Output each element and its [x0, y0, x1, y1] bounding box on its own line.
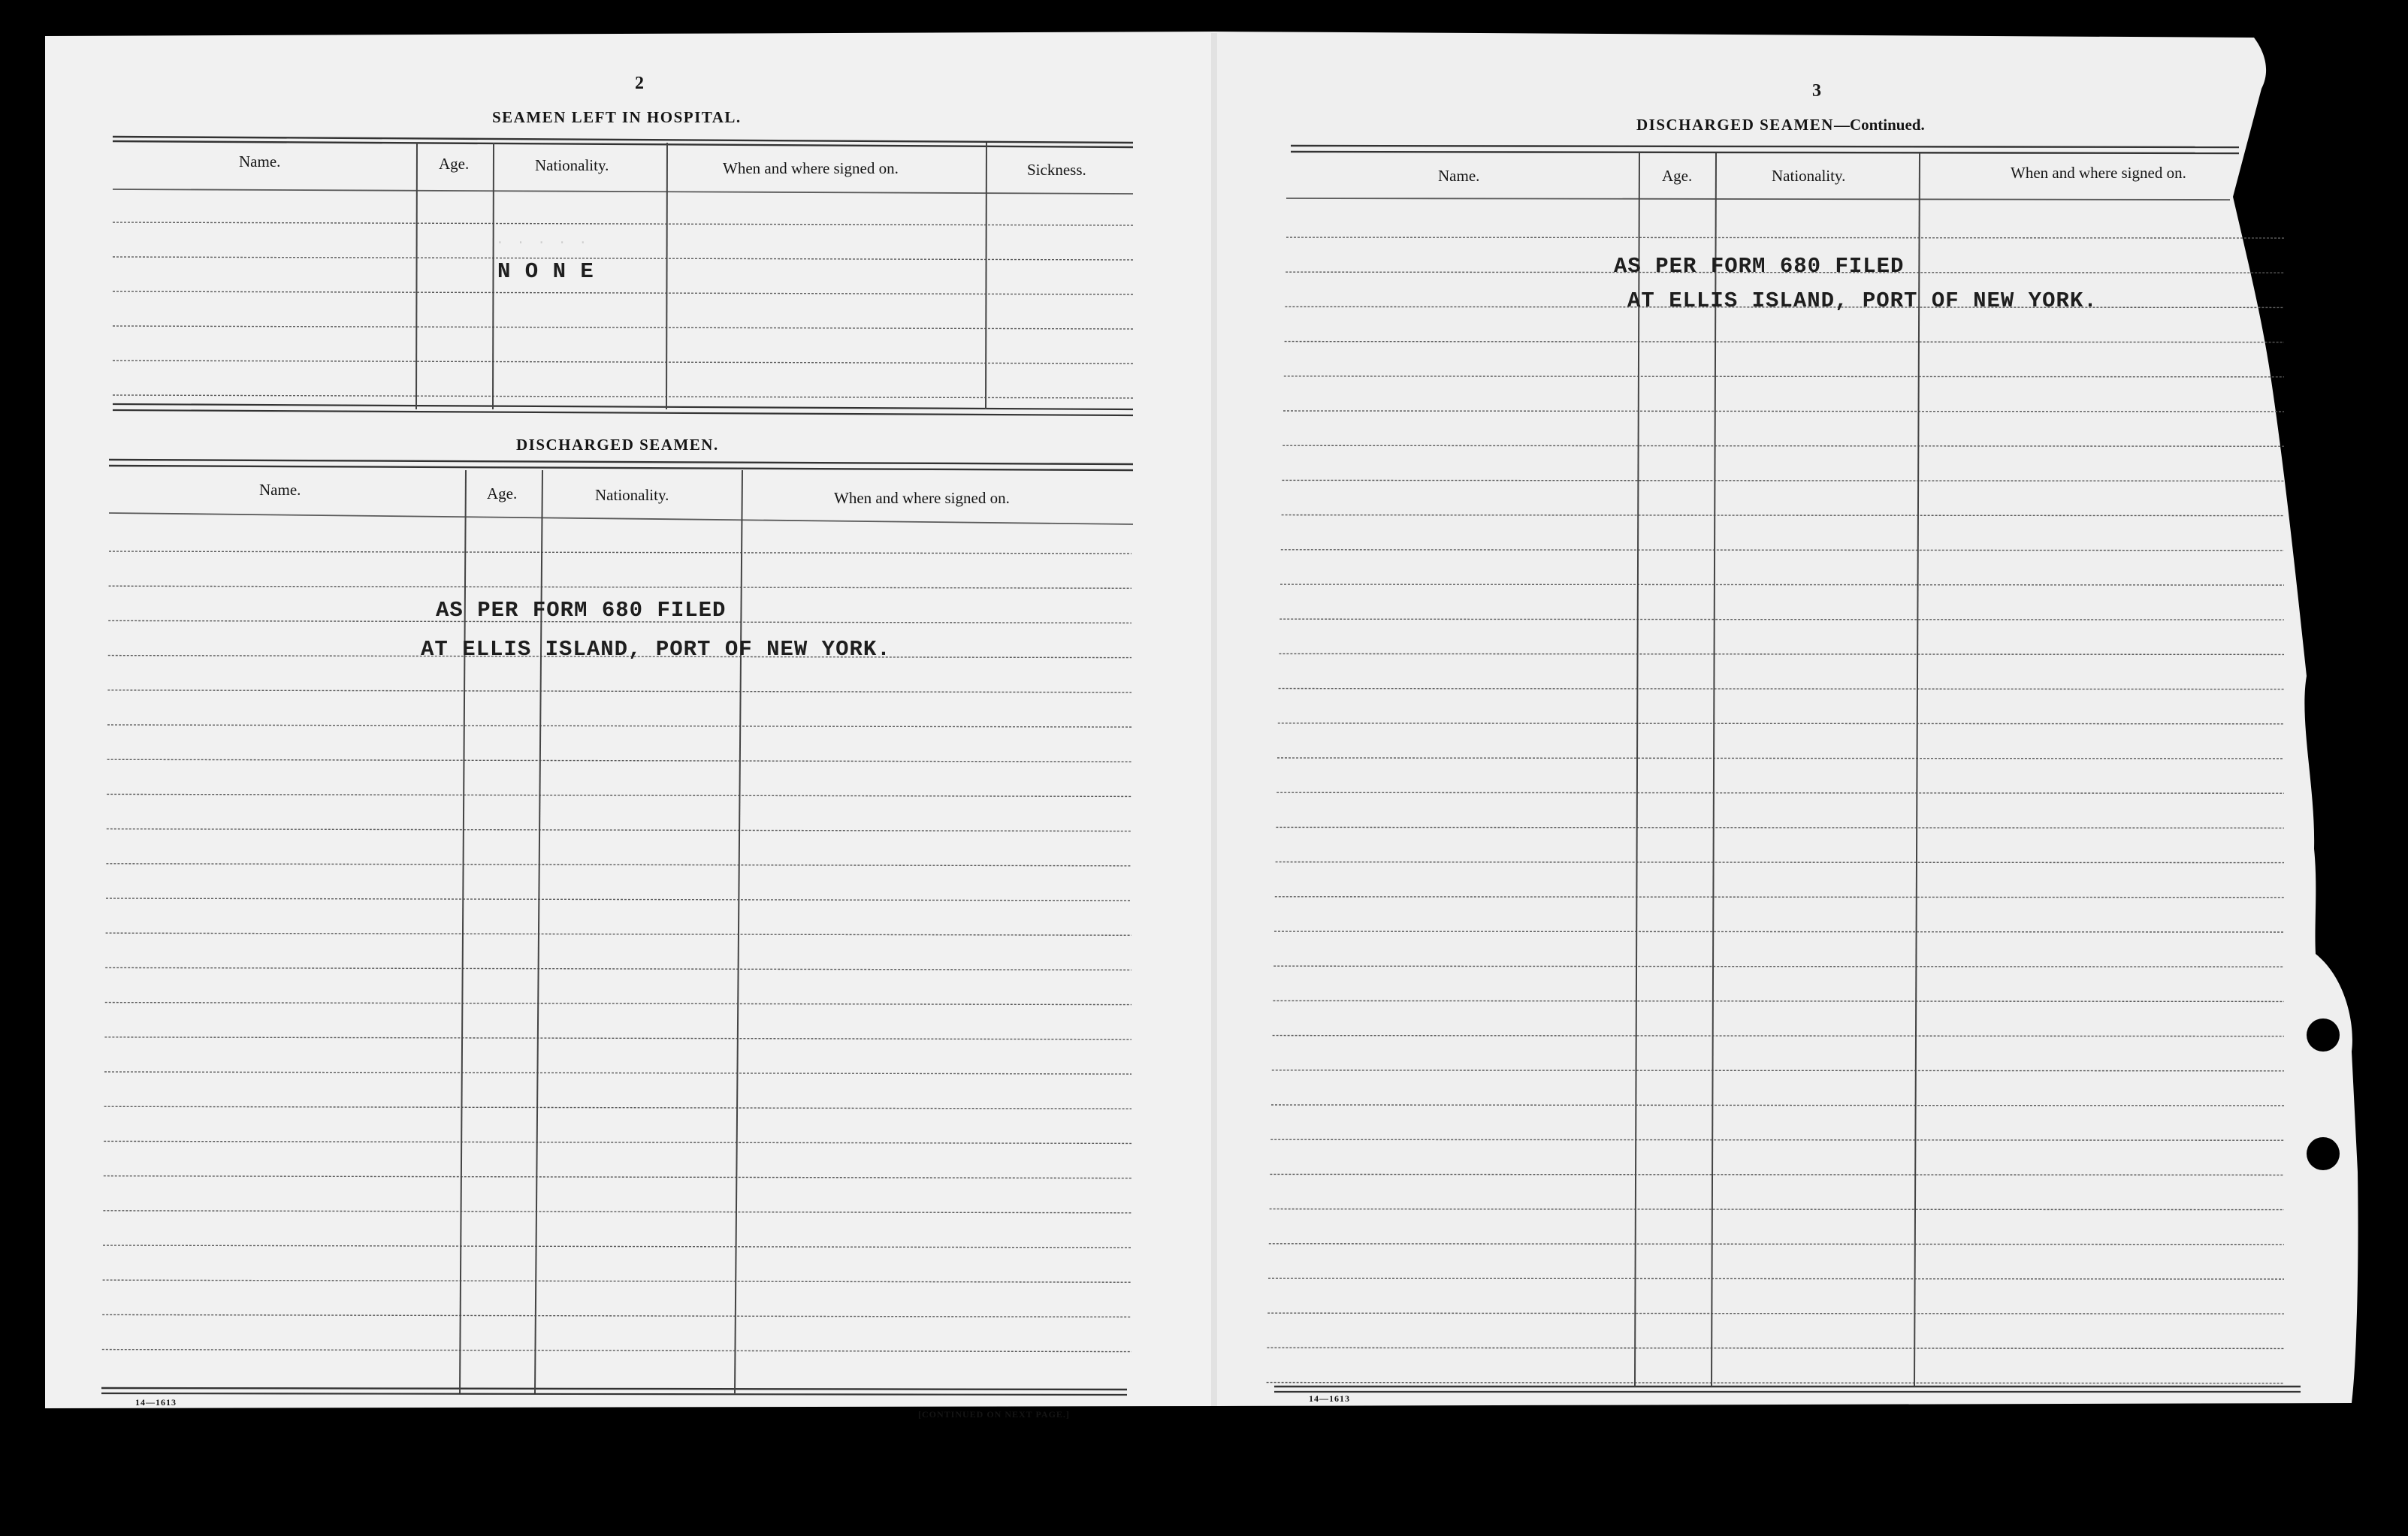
left-typed-line-1: AS PER FORM 680 FILED — [436, 598, 727, 623]
left-page-number: 2 — [635, 74, 644, 93]
discharged-col-signed-on: When and where signed on. — [834, 489, 1010, 507]
hospital-col-divider — [666, 143, 667, 409]
left-form-number: 14—1613 — [135, 1397, 177, 1408]
hospital-col-nationality: Nationality. — [535, 156, 609, 174]
right-page-number: 3 — [1812, 81, 1821, 101]
discharged-col-name: Name. — [259, 481, 301, 499]
right-section-title — [1636, 116, 1925, 134]
discharged-col-nationality: Nationality. — [595, 486, 669, 504]
continued-note: [CONTINUED ON NEXT PAGE.] — [918, 1409, 1070, 1420]
right-typed-line-2: AT ELLIS ISLAND, PORT OF NEW YORK. — [1627, 288, 2098, 313]
hospital-col-divider — [493, 143, 494, 409]
right-col-signed-on: When and where signed on. — [2011, 164, 2186, 182]
right-title-continued: —Continued. — [1833, 116, 1925, 134]
hospital-col-sickness: Sickness. — [1027, 161, 1086, 179]
right-col-age: Age. — [1662, 167, 1693, 185]
hospital-col-name: Name. — [239, 152, 281, 170]
right-col-name: Name. — [1438, 167, 1480, 185]
discharged-section-title: DISCHARGED SEAMEN. — [516, 436, 719, 454]
hospital-typed-none: N O N E — [497, 259, 594, 284]
punch-hole-2 — [2307, 1137, 2340, 1170]
right-title-main: DISCHARGED SEAMEN — [1636, 116, 1834, 134]
hospital-section-title: SEAMEN LEFT IN HOSPITAL. — [492, 108, 742, 126]
right-col-nationality: Nationality. — [1772, 167, 1846, 185]
hospital-col-signed-on: When and where signed on. — [723, 159, 899, 177]
bleed-through-text: · · · · · — [496, 236, 590, 251]
right-typed-line-1: AS PER FORM 680 FILED — [1614, 254, 1905, 279]
discharged-col-age: Age. — [487, 484, 518, 502]
left-typed-line-2: AT ELLIS ISLAND, PORT OF NEW YORK. — [421, 637, 891, 662]
punch-hole-1 — [2307, 1018, 2340, 1052]
hospital-col-age: Age. — [439, 155, 470, 173]
left-page-paper — [45, 32, 1217, 1408]
hospital-col-divider — [416, 143, 417, 409]
right-form-number: 14—1613 — [1309, 1393, 1350, 1404]
